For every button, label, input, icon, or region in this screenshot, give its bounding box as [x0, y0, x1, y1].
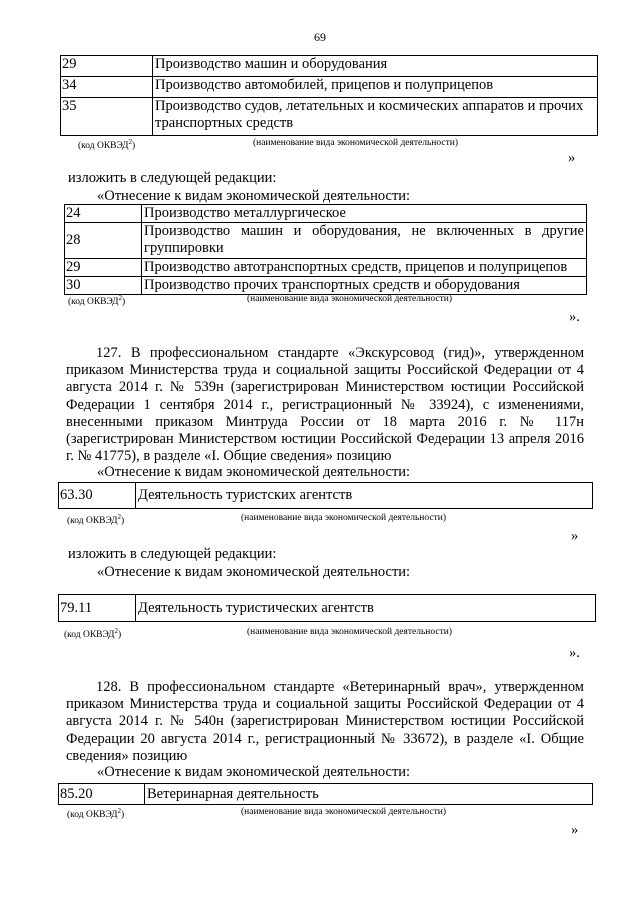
okved-code: 34 [61, 77, 153, 98]
activity-name: Деятельность туристских агентств [136, 483, 593, 509]
table-row [59, 595, 596, 622]
table-row [65, 205, 587, 223]
activity-name-caption: (наименование вида экономической деятельности) [247, 627, 452, 637]
activity-name: Ветеринарная деятельность [145, 784, 593, 805]
activity-name: Производство прочих транспортных средств и оборудования [142, 277, 587, 295]
activity-name: Производство судов, летательных и космических аппаратов и прочих транспортных средств [153, 98, 598, 136]
okved-code-caption: (код ОКВЭД$^2$) [68, 294, 126, 308]
activity-name-caption: (наименование вида экономической деятельности) [253, 138, 458, 148]
activity-name: Производство машин и оборудования, не включенных в другие группировки [142, 223, 587, 259]
paragraph-128: 128. В профессиональном стандарте «Ветеринарный врач», утвержденном приказом Министерства труда и социальной защиты Российской Федерации от 4 августа 2014 г. № 540н (зарегистрирован Министерством юстиции Российской Федерации 20 августа 2014 г., регистрационный № 33672), в разделе «I. Общие сведения» позицию [66, 679, 584, 764]
okved-code-caption: (код ОКВЭД$^2$) [67, 513, 125, 527]
okved-code-caption: (код ОКВЭД$^2$) [78, 138, 136, 152]
paragraph-127: 127. В профессиональном стандарте «Экскурсовод (гид)», утвержденном приказом Министерства труда и социальной защиты Российской Федерации от 4 августа 2014 г. № 539н (зарегистрирован Министерством юстиции Российской Федерации 1 сентября 2014 г., регистрационный № 33924), с изменениями, внесенными приказом Минтруда России от 18 марта 2016 г. № 117н (зарегистрирован Министерством юстиции Российской Федерации 13 апреля 2016 г. № 41775), в разделе «I. Общие сведения» позицию [66, 345, 584, 465]
table-row [59, 784, 593, 805]
closing-quote: ». [569, 645, 580, 661]
okved-table-new-2 [58, 594, 596, 622]
activity-name: Производство машин и оборудования [153, 56, 598, 77]
okved-code: 85.20 [59, 784, 145, 805]
activity-name: Производство автомобилей, прицепов и полуприцепов [153, 77, 598, 98]
okved-code: 63.30 [59, 483, 136, 509]
activity-name: Деятельность туристических агентств [136, 595, 596, 622]
okved-code: 29 [65, 259, 142, 277]
activity-name: Производство металлургическое [142, 205, 587, 223]
phrase-attribution: «Отнесение к видам экономической деятельности: [97, 764, 411, 780]
okved-code: 79.11 [59, 595, 136, 622]
table-row [61, 98, 598, 136]
phrase-attribution: «Отнесение к видам экономической деятельности: [97, 564, 411, 580]
closing-quote: ». [569, 309, 580, 325]
okved-code: 28 [65, 223, 142, 259]
table-row [65, 277, 587, 295]
okved-table-old-2 [58, 482, 593, 509]
okved-table-new-1 [64, 204, 587, 295]
activity-name-caption: (наименование вида экономической деятельности) [247, 294, 452, 304]
okved-code-caption: (код ОКВЭД$^2$) [64, 627, 122, 641]
okved-code: 29 [61, 56, 153, 77]
table-row [65, 259, 587, 277]
closing-quote: » [571, 528, 579, 544]
phrase-attribution: «Отнесение к видам экономической деятельности: [97, 464, 411, 480]
okved-code: 30 [65, 277, 142, 295]
table-row [59, 483, 593, 509]
closing-quote: » [568, 150, 576, 166]
activity-name-caption: (наименование вида экономической деятельности) [241, 513, 446, 523]
phrase-attribution: «Отнесение к видам экономической деятельности: [97, 188, 411, 204]
table-row [61, 77, 598, 98]
okved-code: 24 [65, 205, 142, 223]
okved-table-old-3 [58, 783, 593, 805]
page-number: 69 [314, 30, 326, 44]
okved-code-caption: (код ОКВЭД$^2$) [67, 807, 125, 821]
phrase-new-edition: изложить в следующей редакции: [68, 170, 277, 186]
closing-quote: » [571, 822, 579, 838]
activity-name: Производство автотранспортных средств, прицепов и полуприцепов [142, 259, 587, 277]
phrase-new-edition: изложить в следующей редакции: [68, 546, 277, 562]
okved-table-old-1 [60, 55, 598, 136]
activity-name-caption: (наименование вида экономической деятельности) [241, 807, 446, 817]
table-row [61, 56, 598, 77]
table-row [65, 223, 587, 259]
okved-code: 35 [61, 98, 153, 136]
